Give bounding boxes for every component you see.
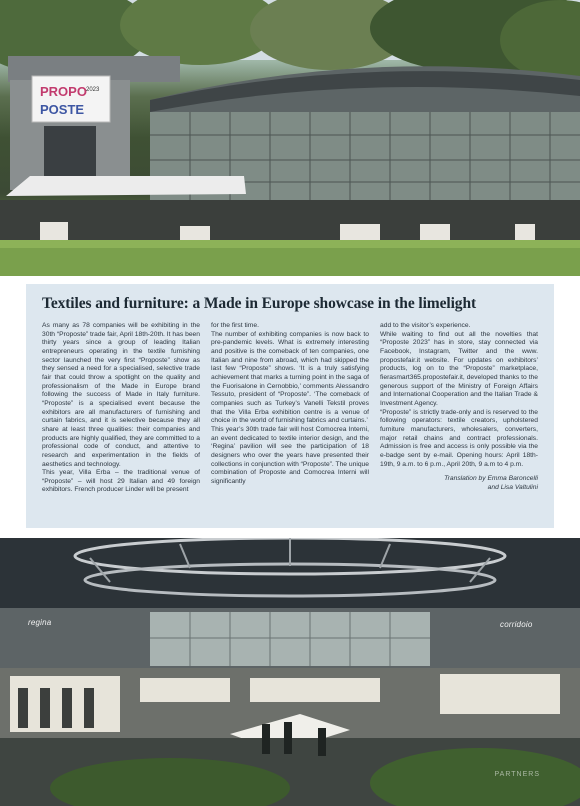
article-paragraph: “Proposte” is strictly trade-only and is reserved to the following operators: textile creators, upholstered furniture manufacturers, wholesalers, converters, major retail chains and contract professionals. Admission is free and access is only possible via the e-badge sent by e-mail. Opening hours: April 18th-19th, 9 a.m. to 6 p.m., April 20th, 9 a.m to 4 p.m. xyxy=(380,408,538,468)
venue-exterior-photo xyxy=(0,0,580,276)
article-title: Textiles and furniture: a Made in Europe showcase in the limelight xyxy=(42,295,477,312)
banner-year: 2023 xyxy=(86,87,100,93)
exhibition-hall-illustration xyxy=(0,538,580,806)
article-column-1 xyxy=(42,322,200,495)
article-box xyxy=(26,284,554,528)
venue-exterior-illustration xyxy=(0,0,580,276)
article-column-2 xyxy=(211,322,369,495)
credit-line-2: and Lisa Valtulini xyxy=(487,483,538,491)
sign-right: corridoio xyxy=(500,620,533,629)
article-columns xyxy=(42,322,538,495)
translation-credit xyxy=(380,475,538,492)
article-column-3 xyxy=(380,322,538,495)
sign-left: regina xyxy=(28,618,52,627)
article-paragraph: While waiting to find out all the novelties that “Proposte 2023” has in store, stay connected via Facebook, Instagram, Twitter and the www. propostefair.it website. For updates on exhibitors’ products, log on to the “Proposte” marketplace, fierasmart365.propostefair.it, developed thanks to the generous support of the Ministry of Foreign Affairs and International Cooperation and the Italian Trade & Investment Agency. xyxy=(380,330,538,407)
exhibition-hall-photo xyxy=(0,538,580,806)
article-paragraph: As many as 78 companies will be exhibiting in the 30th “Proposte” trade fair, April 18th-20th. It has been thirty years since a group of leading Italian entrepreneurs operating in the textile furnishing sector launched the very first “Proposte” show as they sensed a need for a specialised, selective trade fair that could throw a spotlight on the quality and professionalism of the Made in Europe brand following the success of Made in Italy furniture. “Proposte” is a specialised event because the exhibitors are all manufacturers of furnishing and curtain fabrics, and it is selective because they all share at least three qualities: their companies and products are highly qualified, they are committed to a professional code of conduct, and attentive to research and experimentation in the fields of aesthetics and technology. xyxy=(42,322,200,468)
article-paragraph: This year, Villa Erba – the traditional venue of “Proposte” – will host 29 Italian and 49 foreign exhibitors. French producer Linder will be present xyxy=(42,469,200,494)
credit-line-1: Translation by Emma Baroncelli xyxy=(444,475,538,483)
banner-line1: PROPO xyxy=(40,84,87,99)
page-label: PARTNERS xyxy=(494,771,540,778)
article-paragraph: The number of exhibiting companies is now back to pre-pandemic levels. What is extremely interesting and positive is the comeback of ten companies, one Italian and nine from abroad, which had skipped the last few “Proposte” shows. ‘It is a truly satisfying achievement that marks a turning point in the saga of the Fuorisalone in Cernobbio,’ comments Alessandro Tessuto, president of “Proposte”. ‘The comeback of companies such as Turkey’s Vanelli Tekstil proves that the Villa Erba exhibition centre is a venue of choice in the world of furnishing fabrics and curtains.’ xyxy=(211,330,369,425)
article-paragraph: add to the visitor’s experience. xyxy=(380,322,471,329)
article-paragraph: for the first time. xyxy=(211,322,259,329)
banner-line2: POSTE xyxy=(40,102,85,117)
article-paragraph: This year’s 30th trade fair will host Comocrea Interni, an event dedicated to textile interior design, and the ‘Regina’ pavilion will see the participation of 18 designers who over the years have presented their collections in conjunction with “Proposte”. The unique combination of Proposte and Comocrea Interni will significantly xyxy=(211,425,369,485)
